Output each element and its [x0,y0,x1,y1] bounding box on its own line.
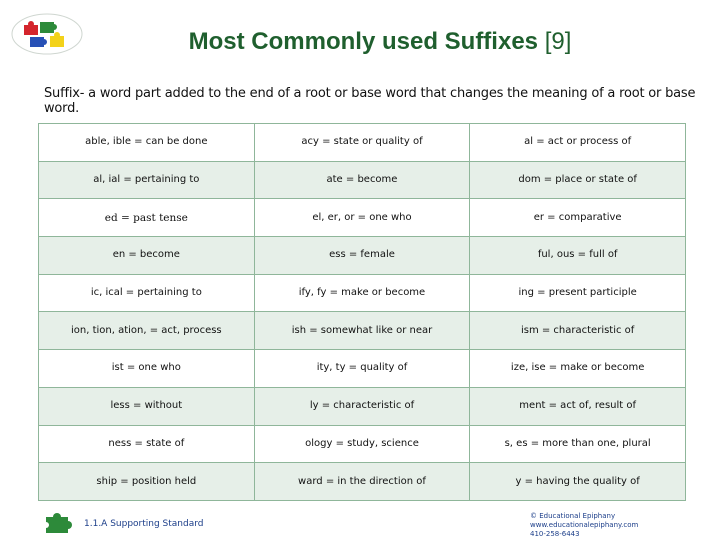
table-row [39,387,686,425]
table-cell: ate = become [254,161,470,199]
credit-line: © Educational Epiphany [530,512,616,520]
table-cell: ing = present participle [470,274,686,312]
table-cell: ess = female [254,237,470,275]
title-text: Most Commonly used Suffixes [188,28,539,55]
title-number: [9] [544,28,572,55]
table-cell: dom = place or state of [470,161,686,199]
green-puzzle-piece-icon [42,511,76,537]
table-cell: en = become [39,237,255,275]
table-cell: s, es = more than one, plural [470,425,686,463]
table-cell: able, ible = can be done [39,124,255,162]
table-cell: ify, fy = make or become [254,274,470,312]
table-cell: less = without [39,387,255,425]
table-cell: er = comparative [470,199,686,237]
table-cell: ly = characteristic of [254,387,470,425]
table-row [39,161,686,199]
table-cell: al = act or process of [470,124,686,162]
table-row [39,237,686,275]
table-cell: ology = study, science [254,425,470,463]
table-cell: ment = act of, result of [470,387,686,425]
table-cell: ful, ous = full of [470,237,686,275]
table-row [39,350,686,388]
table-cell: acy = state or quality of [254,124,470,162]
table-cell: ish = somewhat like or near [254,312,470,350]
table-cell: ed = past tense [39,199,255,237]
table-row [39,124,686,162]
supporting-standard [42,510,204,538]
page-title [0,28,720,56]
copyright-credit [530,512,638,539]
table-cell: al, ial = pertaining to [39,161,255,199]
table-cell: ness = state of [39,425,255,463]
standard-label: 1.1.A Supporting Standard [84,519,204,529]
table-cell: ist = one who [39,350,255,388]
table-cell: el, er, or = one who [254,199,470,237]
suffix-table [38,123,686,501]
table-cell: ward = in the direction of [254,463,470,501]
table-row [39,312,686,350]
suffix-definition: Suffix- a word part added to the end of a root or base word that changes the meaning of a root or base word. [44,86,696,116]
credit-line: 410-258-6443 [530,530,580,538]
table-cell: ic, ical = pertaining to [39,274,255,312]
credit-line: www.educationalepiphany.com [530,521,639,529]
table-cell: ize, ise = make or become [470,350,686,388]
table-cell: ship = position held [39,463,255,501]
table-row [39,425,686,463]
table-cell: ism = characteristic of [470,312,686,350]
table-row [39,463,686,501]
table-cell: ion, tion, ation, = act, process [39,312,255,350]
table-cell: ity, ty = quality of [254,350,470,388]
table-row [39,199,686,237]
table-row [39,274,686,312]
table-cell: y = having the quality of [470,463,686,501]
